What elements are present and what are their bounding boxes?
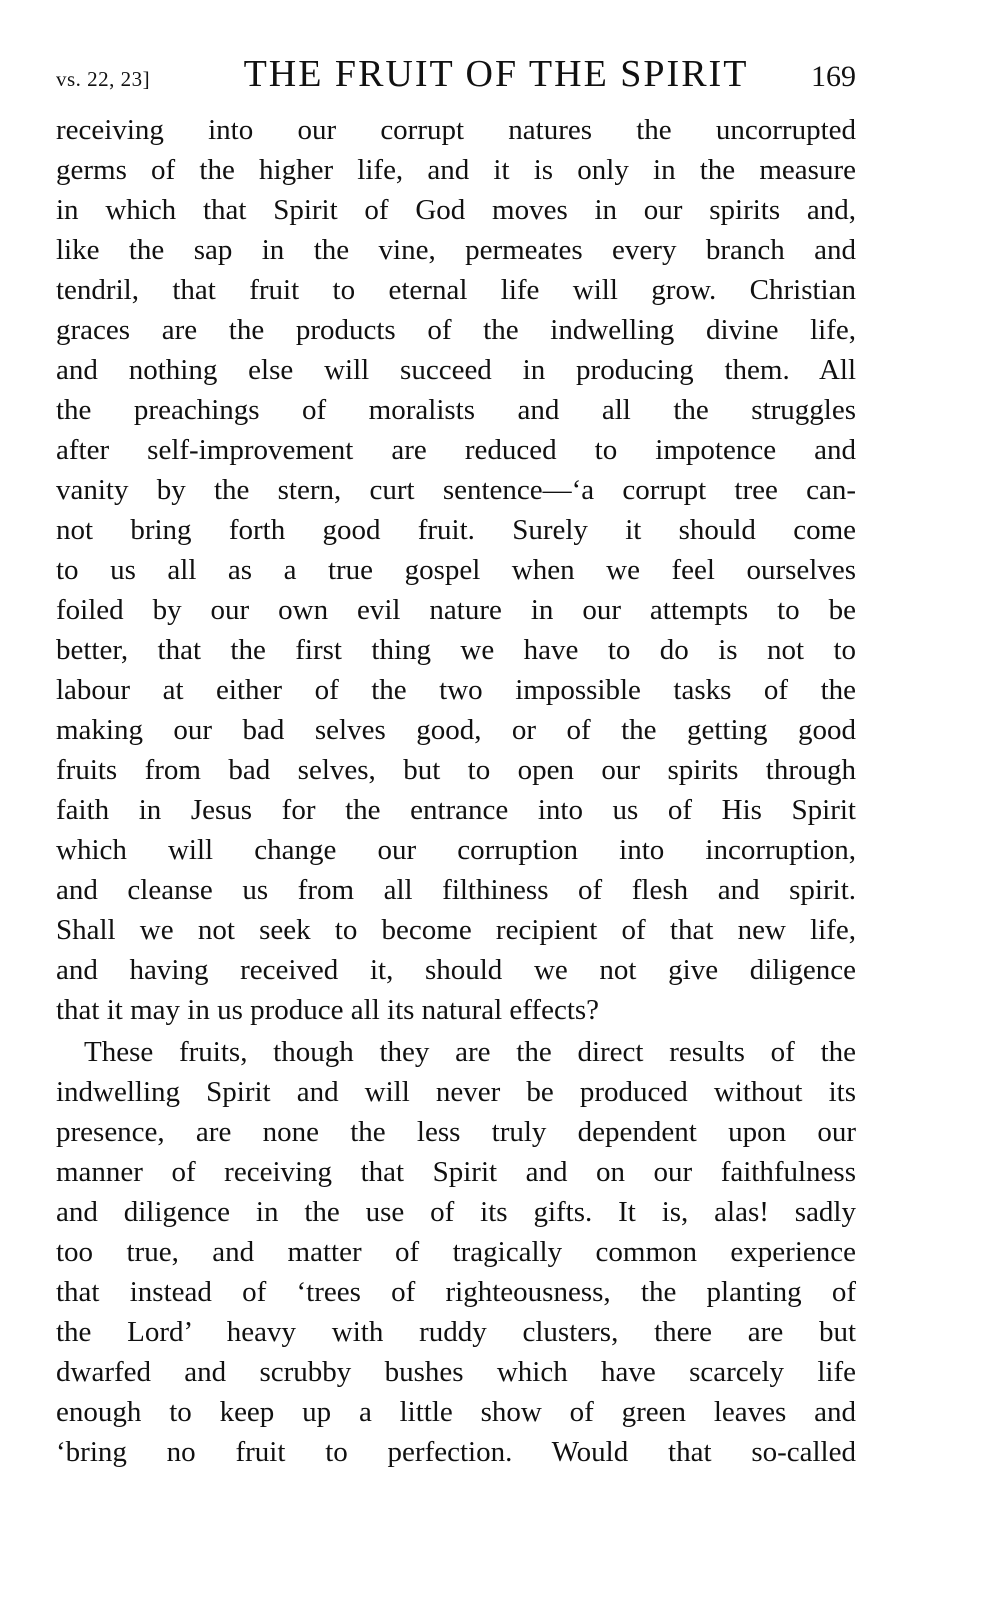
text-line: and diligence in the use of its gifts. It is, alas! sadly	[56, 1196, 856, 1228]
text-line: labour at either of the two impossible tasks of the	[56, 674, 856, 706]
text-line: to us all as a true gospel when we feel ourselves	[56, 554, 856, 586]
text-line: the preachings of moralists and all the struggles	[56, 394, 856, 426]
text-line: presence, are none the less truly dependent upon our	[56, 1116, 856, 1148]
text-line: graces are the products of the indwelling divine life,	[56, 314, 856, 346]
page-number: 169	[811, 60, 856, 93]
text-line: Shall we not seek to become recipient of that new life,	[56, 914, 856, 946]
text-line: making our bad selves good, or of the getting good	[56, 714, 856, 746]
text-line: faith in Jesus for the entrance into us of His Spirit	[56, 794, 856, 826]
book-page	[56, 52, 856, 1472]
text-line: too true, and matter of tragically common experience	[56, 1236, 856, 1268]
text-line: ‘bring no fruit to perfection. Would that so-called	[56, 1436, 856, 1468]
text-line: that instead of ‘trees of righteousness, the planting of	[56, 1276, 856, 1308]
text-line: fruits from bad selves, but to open our spirits through	[56, 754, 856, 786]
running-header	[56, 52, 856, 104]
text-line: better, that the first thing we have to do is not to	[56, 634, 856, 666]
text-line: that it may in us produce all its natural effects?	[56, 994, 600, 1026]
text-line: the Lord’ heavy with ruddy clusters, there are but	[56, 1316, 856, 1348]
text-line: These fruits, though they are the direct results of the	[84, 1036, 856, 1068]
text-line: like the sap in the vine, permeates every branch and	[56, 234, 856, 266]
text-line: and cleanse us from all filthiness of flesh and spirit.	[56, 874, 856, 906]
text-line: not bring forth good fruit. Surely it should come	[56, 514, 856, 546]
text-line: germs of the higher life, and it is only in the measure	[56, 154, 856, 186]
text-line: dwarfed and scrubby bushes which have scarcely life	[56, 1356, 856, 1388]
text-line: and having received it, should we not give diligence	[56, 954, 856, 986]
text-line: and nothing else will succeed in producing them. All	[56, 354, 856, 386]
text-line: manner of receiving that Spirit and on our faithfulness	[56, 1156, 856, 1188]
paragraph-2	[56, 1032, 856, 1472]
text-line: foiled by our own evil nature in our attempts to be	[56, 594, 856, 626]
text-line: enough to keep up a little show of green leaves and	[56, 1396, 856, 1428]
text-line: indwelling Spirit and will never be produced without its	[56, 1076, 856, 1108]
text-line: after self-improvement are reduced to impotence and	[56, 434, 856, 466]
text-line: tendril, that fruit to eternal life will grow. Christian	[56, 274, 856, 306]
paragraph-1	[56, 110, 856, 1030]
text-line: which will change our corruption into incorruption,	[56, 834, 856, 866]
text-line: receiving into our corrupt natures the uncorrupted	[56, 114, 856, 146]
text-line: vanity by the stern, curt sentence—‘a corrupt tree can-	[56, 474, 856, 506]
verse-reference: vs. 22, 23]	[56, 67, 151, 91]
text-line: in which that Spirit of God moves in our spirits and,	[56, 194, 856, 226]
chapter-title: THE FRUIT OF THE SPIRIT	[243, 53, 749, 95]
